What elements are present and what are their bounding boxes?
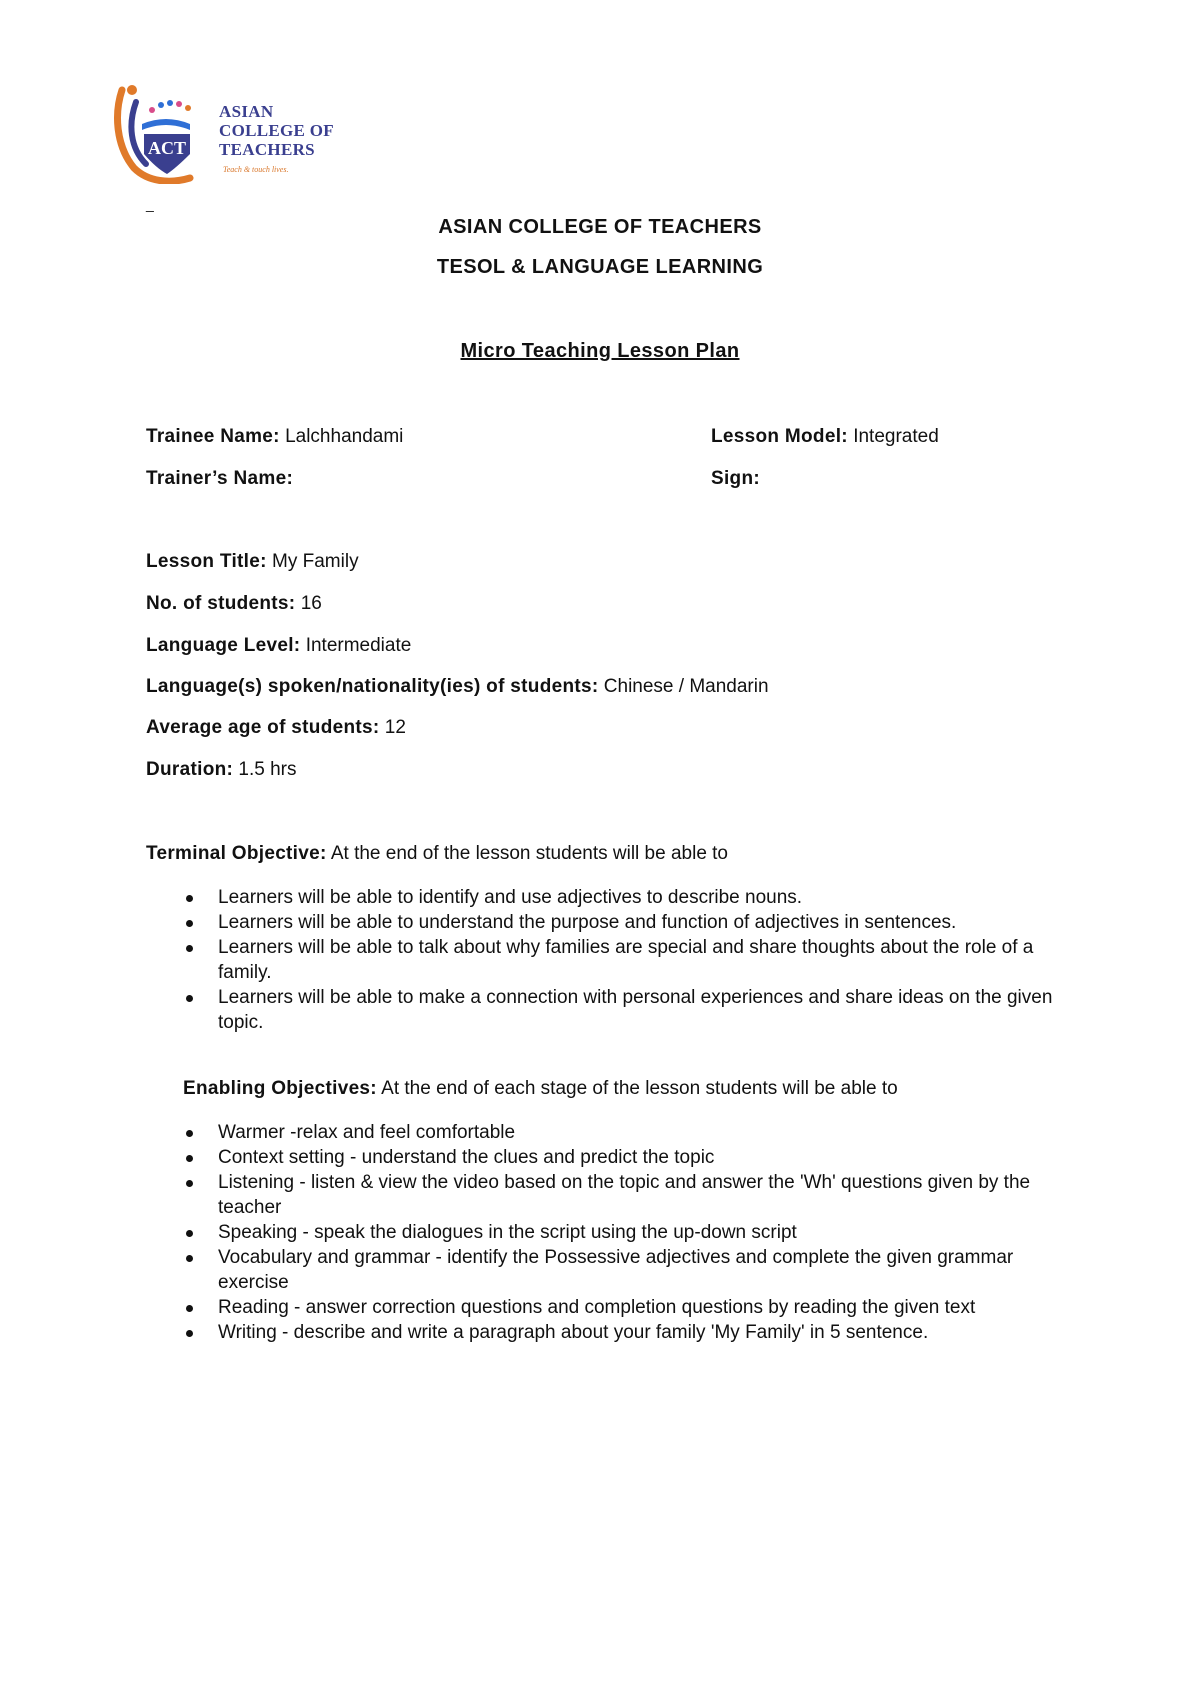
detail-label: Average age of students: — [146, 717, 380, 738]
duration-field — [146, 759, 297, 781]
document-title: Micro Teaching Lesson Plan — [460, 340, 740, 362]
detail-label: Lesson Title: — [146, 551, 267, 572]
list-item: Context setting - understand the clues and predict the topic — [146, 1145, 1066, 1170]
terminal-objective-intro: At the end of the lesson students will be able to — [330, 843, 729, 864]
logo-name — [219, 102, 334, 159]
detail-label: Language(s) spoken/nationality(ies) of students: — [146, 676, 599, 697]
students-count-field — [146, 593, 322, 615]
list-item: Learners will be able to make a connection with personal experiences and share ideas on the given topic. — [146, 985, 1066, 1035]
trainer-name-label: Trainer’s Name: — [146, 468, 294, 489]
list-item: Learners will be able to talk about why families are special and share thoughts about the role of a family. — [146, 935, 1066, 985]
enabling-objectives-heading — [183, 1078, 898, 1100]
logo-emblem-text: ACT — [147, 138, 187, 158]
trainee-name-label: Trainee Name: — [146, 426, 280, 447]
average-age-field — [146, 717, 406, 739]
detail-label: Language Level: — [146, 635, 301, 656]
list-item: Listening - listen & view the video based on the topic and answer the 'Wh' questions given by the teacher — [146, 1170, 1066, 1220]
list-item: Learners will be able to identify and use adjectives to describe nouns. — [146, 885, 1066, 910]
detail-value: Intermediate — [305, 635, 412, 656]
institution-heading: ASIAN COLLEGE OF TEACHERS — [438, 216, 762, 238]
detail-value: 16 — [300, 593, 322, 614]
stray-mark: _ — [146, 196, 154, 212]
terminal-objective-heading — [146, 843, 728, 865]
logo-name-line2: COLLEGE OF — [219, 121, 334, 140]
lesson-model-value: Integrated — [853, 426, 939, 447]
sign-field — [711, 468, 760, 490]
list-item: Reading - answer correction questions and completion questions by reading the given text — [146, 1295, 1066, 1320]
terminal-objective-list — [146, 885, 1066, 1035]
detail-value: Chinese / Mandarin — [603, 676, 769, 697]
list-item: Learners will be able to understand the purpose and function of adjectives in sentences. — [146, 910, 1066, 935]
detail-label: No. of students: — [146, 593, 296, 614]
college-logo — [112, 84, 352, 184]
list-item: Warmer -relax and feel comfortable — [146, 1120, 1066, 1145]
logo-tagline: Teach & touch lives. — [223, 165, 289, 174]
terminal-objective-label: Terminal Objective: — [146, 843, 327, 864]
detail-value: My Family — [272, 551, 359, 572]
language-level-field — [146, 635, 411, 657]
trainer-name-field — [146, 468, 293, 490]
lesson-title-field — [146, 551, 359, 573]
trainee-name-value: Lalchhandami — [285, 426, 404, 447]
detail-label: Duration: — [146, 759, 234, 780]
logo-name-line3: TEACHERS — [219, 140, 315, 159]
list-item: Speaking - speak the dialogues in the script using the up-down script — [146, 1220, 1066, 1245]
enabling-objectives-intro: At the end of each stage of the lesson students will be able to — [381, 1078, 898, 1099]
enabling-objectives-label: Enabling Objectives: — [183, 1078, 377, 1099]
lesson-model-field — [711, 426, 939, 448]
logo-emblem — [112, 84, 222, 184]
enabling-objectives-list — [146, 1120, 1066, 1345]
logo-name-line1: ASIAN — [219, 102, 274, 121]
list-item: Vocabulary and grammar - identify the Possessive adjectives and complete the given grammar exercise — [146, 1245, 1066, 1295]
list-item: Writing - describe and write a paragraph about your family 'My Family' in 5 sentence. — [146, 1320, 1066, 1345]
detail-value: 1.5 hrs — [238, 759, 297, 780]
program-heading: TESOL & LANGUAGE LEARNING — [436, 256, 764, 278]
languages-spoken-field — [146, 676, 769, 698]
sign-label: Sign: — [711, 468, 760, 489]
trainee-name-field — [146, 426, 403, 448]
detail-value: 12 — [384, 717, 406, 738]
lesson-model-label: Lesson Model: — [711, 426, 848, 447]
